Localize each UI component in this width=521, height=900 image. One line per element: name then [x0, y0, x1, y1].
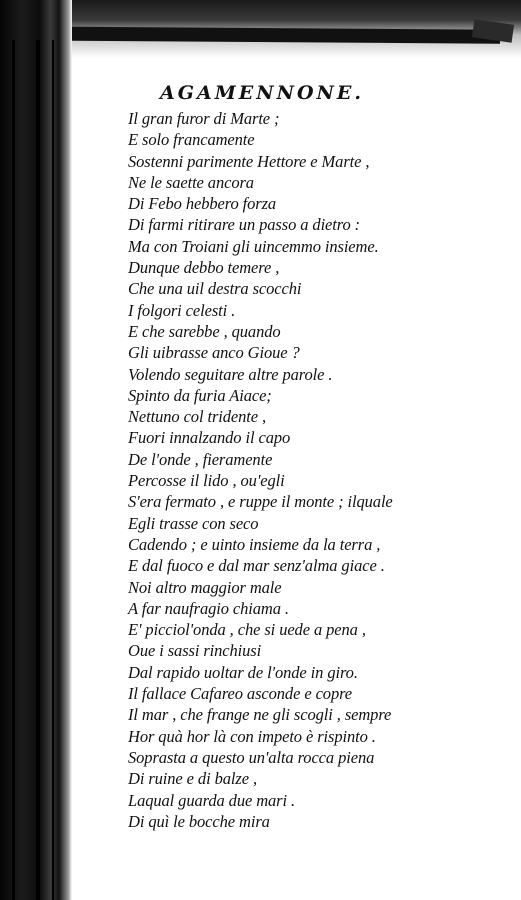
page-top-edge	[0, 0, 521, 58]
verse-line: Volendo seguitare altre parole .	[128, 364, 333, 384]
verse-line: Oue i sassi rinchiusi	[128, 641, 262, 661]
verse-line: E che sarebbe , quando	[128, 321, 281, 341]
verse-line: Noi altro maggior male	[128, 577, 282, 597]
verse-line: Di ruine e di balze ,	[128, 769, 257, 789]
spine-line	[36, 40, 40, 900]
spine-line	[52, 40, 54, 900]
verse-line: Laqual guarda due mari .	[128, 790, 296, 810]
verse-line: E solo francamente	[128, 130, 255, 150]
verse-line: Hor quà hor là con impeto è rispinto .	[128, 726, 376, 746]
spine-line	[12, 40, 15, 900]
verse-line: Soprasta a questo un'alta rocca piena	[128, 747, 375, 767]
verse-line: Di Febo hebbero forza	[128, 194, 277, 214]
verse-line: S'era fermato , e ruppe il monte ; ilquale	[128, 492, 393, 512]
verse-line: Nettuno col tridente ,	[128, 407, 267, 427]
verse-line: A far naufragio chiama .	[128, 598, 289, 618]
running-title: AGAMENNONE.	[160, 82, 364, 104]
verse-line: Di quì le bocche mira	[128, 811, 270, 831]
verse-text	[128, 80, 508, 832]
verse-line: Fuori innalzando il capo	[128, 428, 291, 448]
verse-line: Il gran furor di Marte ;	[128, 109, 280, 128]
verse-line: Il mar , che frange ne gli scogli , sempre	[128, 705, 392, 725]
verse-line: Dunque debbo temere ,	[128, 258, 280, 278]
verse-line: Ne le saette ancora	[128, 172, 254, 192]
verse-line: I folgori celesti .	[128, 300, 236, 320]
verse-line: Dal rapido uoltar de l'onde in giro.	[128, 662, 358, 682]
verse-line: Sostenni parimente Hettore e Marte ,	[128, 151, 370, 171]
book-spine	[0, 0, 72, 900]
verse-lines	[128, 108, 508, 832]
verse-line: E' picciol'onda , che si uede a pena ,	[128, 620, 366, 640]
verse-line: Gli uibrasse anco Gioue ?	[128, 343, 300, 363]
verse-line: Egli trasse con seco	[128, 513, 259, 533]
verse-line: Cadendo ; e uinto insieme da la terra ,	[128, 534, 381, 554]
verse-line: Che una uil destra scocchi	[128, 279, 302, 299]
verse-line: Ma con Troiani gli uincemmo insieme.	[128, 236, 379, 256]
verse-line: Il fallace Cafareo asconde e copre	[128, 684, 353, 704]
verse-line: E dal fuoco e dal mar senz'alma giace .	[128, 556, 385, 576]
verse-line: Percosse il lido , ou'egli	[128, 471, 285, 491]
verse-line: De l'onde , fieramente	[128, 449, 273, 469]
verse-line: Di farmi ritirare un passo a dietro :	[128, 215, 361, 235]
verse-line: Spinto da furia Aiace;	[128, 385, 272, 405]
